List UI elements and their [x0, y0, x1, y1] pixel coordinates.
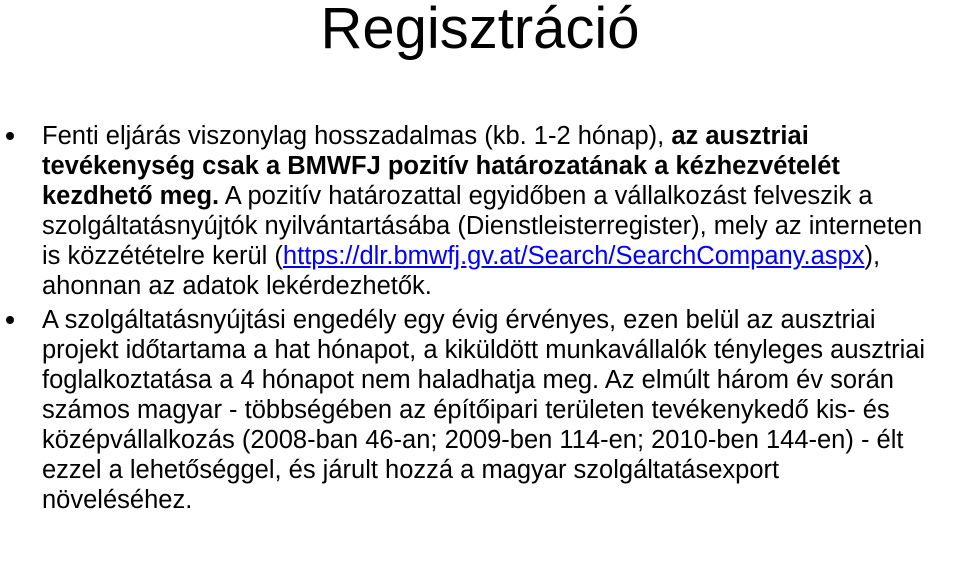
- bullet-dot-icon: [6, 132, 14, 140]
- bullet-outro-text: ), ahonnan az adatok lekérdezhetők.: [42, 242, 881, 300]
- bullet-dot-icon: [6, 316, 14, 324]
- bullet-item-license-validity: [0, 305, 960, 515]
- register-search-link[interactable]: https://dlr.bmwfj.gv.at/Search/SearchCompany.aspx: [282, 242, 865, 270]
- bullet-body-text: A pozitív határozattal egyidőben a vállalkozást felveszik a szolgáltatásnyújtók nyilvántartásába (Dienstleisterregister), mely az interneten is közzétételre kerül (: [42, 182, 923, 270]
- page-title: Regisztráció: [320, 0, 640, 61]
- bullet-item-registration-process: [0, 121, 960, 301]
- bullet-intro-text: Fenti eljárás viszonylag hosszadalmas (kb. 1-2 hónap),: [42, 122, 672, 150]
- bullet-text: A szolgáltatásnyújtási engedély egy évig érvényes, ezen belül az ausztriai projekt időtartama a hat hónapot, a kiküldött munkavállalók tényleges ausztriai foglalkoztatása a 4 hónapot nem haladhatja meg. Az elmúlt három év során számos magyar - többségében az építőipari területen tevékenykedő kis- és középvállalkozás (2008-ban 46-an; 2009-ben 114-en; 2010-ben 144-en) - élt ezzel a lehetőséggel, és járult hozzá a magyar szolgáltatásexport növeléséhez.: [42, 306, 926, 514]
- bullet-list: [0, 121, 960, 515]
- bullet-bold-text: az ausztriai tevékenység csak a BMWFJ pozitív határozatának a kézhezvételét kezdhető meg.: [42, 122, 840, 210]
